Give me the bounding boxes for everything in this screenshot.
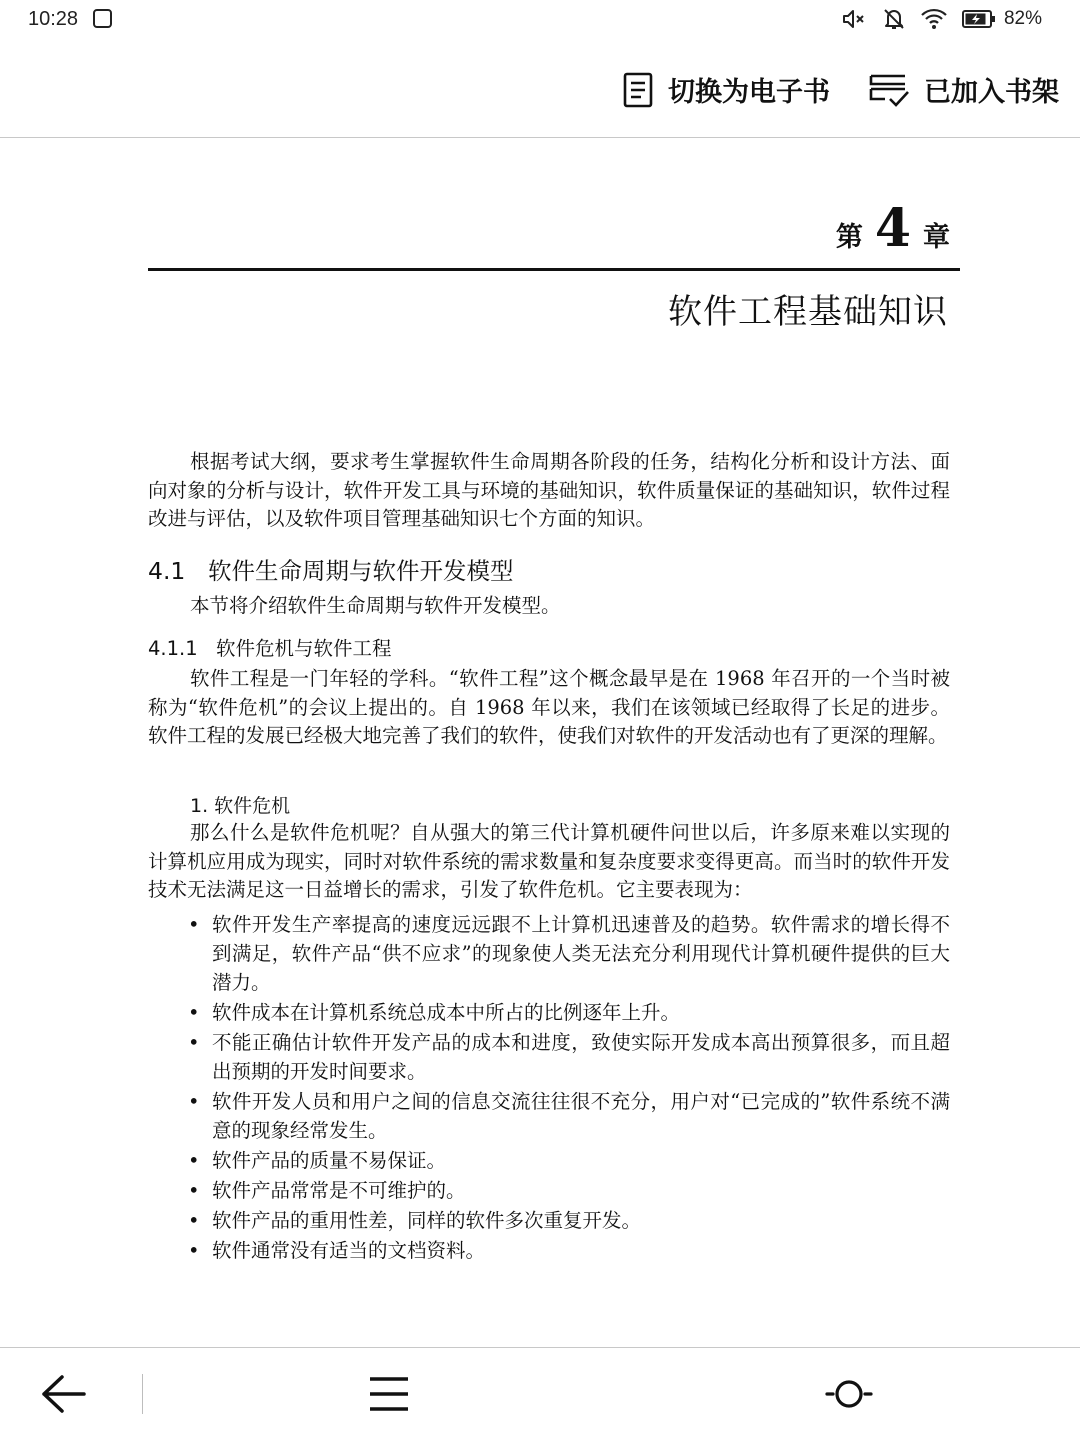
chapter-digit: 4 xyxy=(874,198,911,259)
list-item: • 软件产品常常是不可维护的。 xyxy=(148,1176,950,1205)
software-engineering-paragraph: 软件工程是一门年轻的学科。“软件工程”这个概念最早是在 1968 年召开的一个当时被称为“软件危机”的会议上提出的。自 1968 年以来，我们在该领域已经取得了长足的进步。软件工程的发展已经极大地完善了我们的软件，使我们对软件的开发活动也有了更深的理解。 xyxy=(148,667,950,747)
switch-to-ebook-label: 切换为电子书 xyxy=(668,77,830,108)
back-arrow-icon xyxy=(40,1373,86,1415)
app-square-icon xyxy=(93,9,112,28)
bookshelf-check-icon xyxy=(868,72,910,108)
list-item: • 软件通常没有适当的文档资料。 xyxy=(148,1236,950,1265)
chapter-title: 软件工程基础知识 xyxy=(668,292,948,332)
reader-toolbar xyxy=(0,40,1080,138)
section-intro: 本节将介绍软件生命周期与软件开发模型。 xyxy=(190,594,561,617)
status-bar xyxy=(0,0,1080,40)
list-item: • 软件开发生产率提高的速度远远跟不上计算机迅速普及的趋势。软件需求的增长得不到满足，软件产品“供不应求”的现象使人类无法充分利用现代计算机硬件提供的巨大潜力。 xyxy=(148,910,950,997)
section-title: 软件生命周期与软件开发模型 xyxy=(208,557,514,585)
chapter-divider xyxy=(148,268,960,271)
book-page[interactable] xyxy=(0,139,1080,1347)
document-icon xyxy=(622,72,654,108)
software-crisis-paragraph: 那么什么是软件危机呢？自从强大的第三代计算机硬件问世以后，许多原来难以实现的计算机应用成为现实，同时对软件系统的需求数量和复杂度要求变得更高。而当时的软件开发技术无法满足这一日益增长的需求，引发了软件危机。它主要表现为： xyxy=(148,821,950,901)
frontlight-button[interactable] xyxy=(824,1373,874,1419)
status-time: 10:28 xyxy=(28,8,79,30)
switch-to-ebook-button[interactable] xyxy=(622,70,830,109)
bottom-navigation xyxy=(0,1347,1080,1440)
added-to-shelf-button[interactable] xyxy=(868,70,1059,109)
wifi-icon xyxy=(920,8,948,30)
menu-button[interactable] xyxy=(368,1373,410,1419)
subsection-title: 软件危机与软件工程 xyxy=(216,637,392,660)
list-item: • 软件产品的质量不易保证。 xyxy=(148,1146,950,1175)
chapter-number xyxy=(835,198,950,259)
section-heading-4-1 xyxy=(148,552,514,586)
back-button[interactable] xyxy=(40,1373,86,1419)
battery-charging-icon xyxy=(962,9,996,29)
list-item: • 软件产品的重用性差，同样的软件多次重复开发。 xyxy=(148,1206,950,1235)
notifications-off-icon xyxy=(882,7,906,31)
frontlight-icon xyxy=(824,1373,874,1415)
crisis-bullet-list xyxy=(148,910,950,1266)
list-item: • 软件开发人员和用户之间的信息交流往往很不充分，用户对“已完成的”软件系统不满意的现象经常发生。 xyxy=(148,1087,950,1145)
volume-muted-icon xyxy=(842,8,868,30)
added-to-shelf-label: 已加入书架 xyxy=(924,77,1059,108)
status-icons xyxy=(842,6,1042,32)
chapter-prefix: 第 xyxy=(835,222,863,253)
list-item: • 软件成本在计算机系统总成本中所占的比例逐年上升。 xyxy=(148,998,950,1027)
subsection-number: 4.1.1 xyxy=(148,637,198,660)
list-item: • 不能正确估计软件开发产品的成本和进度，致使实际开发成本高出预算很多，而且超出预期的开发时间要求。 xyxy=(148,1028,950,1086)
intro-paragraph: 根据考试大纲，要求考生掌握软件生命周期各阶段的任务，结构化分析和设计方法、面向对象的分析与设计，软件开发工具与环境的基础知识，软件质量保证的基础知识，软件过程改进与评估，以及软件项目管理基础知识七个方面的知识。 xyxy=(148,450,950,530)
software-crisis-heading: 1. 软件危机 xyxy=(190,795,291,817)
menu-icon xyxy=(368,1373,410,1415)
nav-divider xyxy=(142,1374,143,1414)
section-heading-4-1-1 xyxy=(148,633,392,661)
chapter-suffix: 章 xyxy=(923,222,950,253)
section-number: 4.1 xyxy=(148,557,186,585)
battery-percent: 82% xyxy=(1003,8,1042,29)
